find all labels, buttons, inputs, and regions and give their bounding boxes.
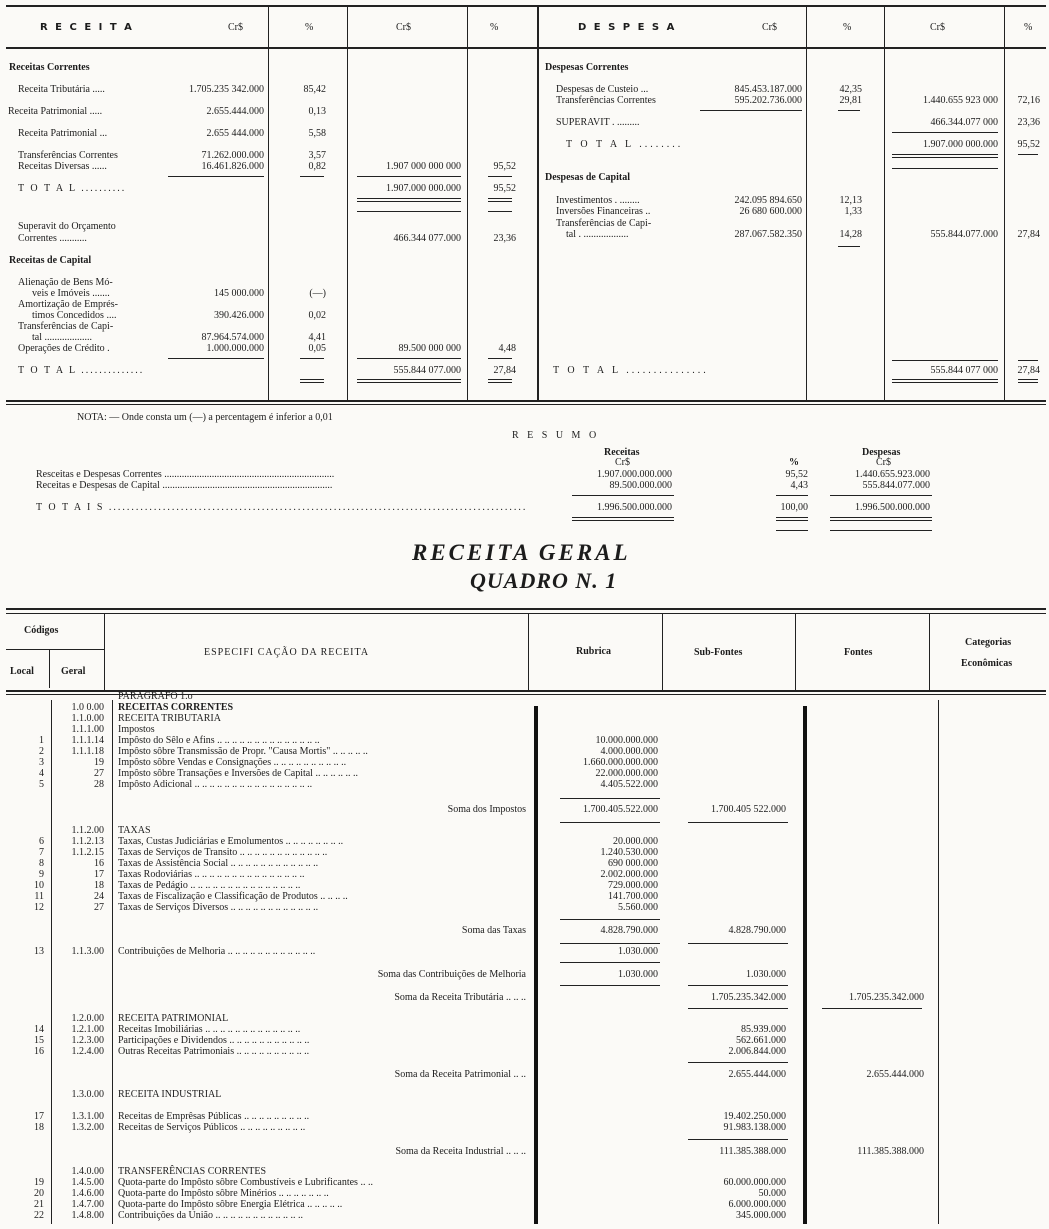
code-local: 22 xyxy=(34,1210,44,1221)
code-geral: 1.4.8.00 xyxy=(71,1210,104,1221)
rc-pct: 3,57 xyxy=(308,150,326,161)
hdr-categorias1: Categorias xyxy=(965,637,1012,648)
dk-transf-l1: Transferências de Capi- xyxy=(556,218,652,229)
spec-desc: Receitas Imobiliárias .. .. .. .. .. .. .. .. .. .. .. .. .. xyxy=(118,1024,301,1035)
code-geral: 1.1.1.14 xyxy=(71,735,104,746)
dc-total-pct: 95,52 xyxy=(1017,139,1040,150)
code-geral: 1.1.0.00 xyxy=(71,713,104,724)
header-cr1: Cr$ xyxy=(228,22,243,33)
subfontes-value: 345.000.000 xyxy=(736,1210,786,1221)
subfontes-value: 1.700.405 522.000 xyxy=(711,804,786,815)
rc-pct: 0,13 xyxy=(308,106,326,117)
code-local: 2 xyxy=(39,746,44,757)
rc-subpct: 95,52 xyxy=(493,161,516,172)
resumo-row-pct: 4,43 xyxy=(790,480,808,491)
resumo-total-desp: 1.996.500.000.000 xyxy=(855,502,930,513)
dc-label: Transferências Correntes xyxy=(556,95,656,106)
hdr-geral: Geral xyxy=(61,666,86,677)
code-local: 21 xyxy=(34,1199,44,1210)
rc-total-pct: 95,52 xyxy=(493,183,516,194)
rubrica-value: 141.700.000 xyxy=(608,891,658,902)
hdr-categorias2: Econômicas xyxy=(961,658,1013,669)
dc-total-label: T O T A L ........ xyxy=(566,139,684,150)
rc-pct: 0,82 xyxy=(308,161,326,172)
sum-label: Soma dos Impostos xyxy=(447,804,526,815)
credito-label: Operações de Crédito . xyxy=(18,343,110,354)
code-geral: 1.2.3.00 xyxy=(71,1035,104,1046)
resumo-total-label: T O T A I S ............................................................................................. xyxy=(36,502,528,513)
spec-desc: Receitas de Serviços Públicos .. .. .. .. .. .. .. .. .. xyxy=(118,1122,306,1133)
credito-subpct: 4,48 xyxy=(498,343,516,354)
rk-pct: 4,41 xyxy=(308,332,326,343)
rubrica-value: 4.000.000.000 xyxy=(600,746,658,757)
header-cr3: Cr$ xyxy=(762,22,777,33)
dk-value: 26 680 600.000 xyxy=(739,206,802,217)
spec-desc: Impôsto Adicional .. .. .. .. .. .. .. .. .. .. .. .. .. .. .. .. xyxy=(118,779,313,790)
rc-value: 1.705.235 342.000 xyxy=(189,84,264,95)
subfontes-value: 19.402.250.000 xyxy=(723,1111,786,1122)
subfontes-value: 4.828.790.000 xyxy=(728,925,786,936)
dk-transf-pct: 14,28 xyxy=(839,229,862,240)
rk-label2: tal ................... xyxy=(32,332,92,343)
spec-desc: Taxas de Assistência Social .. .. .. .. .. .. .. .. .. .. .. .. xyxy=(118,858,319,869)
dc-total-value: 1.907.000 000.000 xyxy=(923,139,998,150)
dk-value: 242.095 894.650 xyxy=(734,195,802,206)
receitas-capital-title: Receitas de Capital xyxy=(9,255,92,266)
resumo-despesas-h: Despesas xyxy=(862,447,901,458)
header-pct1: % xyxy=(305,22,314,33)
spec-desc: TAXAS xyxy=(118,825,151,836)
rk-label1: Transferências de Capi- xyxy=(18,321,114,332)
resumo-despesas-cr: Cr$ xyxy=(876,457,891,468)
header-despesa: D E S P E S A xyxy=(578,22,677,33)
subfontes-value: 85.939.000 xyxy=(741,1024,786,1035)
header-pct3: % xyxy=(843,22,852,33)
dc-superavit-label: SUPERAVIT . ......... xyxy=(556,117,640,128)
rc-label: Receita Patrimonial ..... xyxy=(8,106,103,117)
code-geral: 1.1.2.15 xyxy=(71,847,104,858)
code-geral: 1.1.2.00 xyxy=(71,825,104,836)
dk-transf-subpct: 27,84 xyxy=(1017,229,1040,240)
spec-desc: TRANSFERÊNCIAS CORRENTES xyxy=(118,1166,267,1177)
dk-label: Inversões Financeiras .. xyxy=(556,206,651,217)
dk-total-label: T O T A L ............... xyxy=(553,365,709,376)
code-geral: 28 xyxy=(94,779,104,790)
code-local: 9 xyxy=(39,869,44,880)
rk-label2: veis e Imóveis ....... xyxy=(32,288,110,299)
resumo-total-pct: 100,00 xyxy=(780,502,808,513)
code-geral: 16 xyxy=(94,858,104,869)
rc-total-label: T O T A L .......... xyxy=(18,183,127,194)
code-local: 6 xyxy=(39,836,44,847)
code-geral: 1.4.5.00 xyxy=(71,1177,104,1188)
rk-label1: Alienação de Bens Mó- xyxy=(18,277,113,288)
code-geral: 19 xyxy=(94,757,104,768)
spec-desc: RECEITA INDUSTRIAL xyxy=(118,1089,222,1100)
code-local: 17 xyxy=(34,1111,44,1122)
rc-value: 16.461.826.000 xyxy=(201,161,264,172)
code-geral: 1.2.4.00 xyxy=(71,1046,104,1057)
spec-desc: Contribuições da União .. .. .. .. .. .. .. .. .. .. .. .. xyxy=(118,1210,303,1221)
dc-value: 845.453.187.000 xyxy=(734,84,802,95)
rubrica-value: 1.030.000 xyxy=(618,969,658,980)
fontes-value: 2.655.444.000 xyxy=(866,1069,924,1080)
dc-sub: 1.440.655 923 000 xyxy=(923,95,998,106)
code-geral: 1.2.1.00 xyxy=(71,1024,104,1035)
despesas-capital-title: Despesas de Capital xyxy=(545,172,631,183)
sum-label: Soma das Contribuições de Melhoria xyxy=(377,969,526,980)
header-pct4: % xyxy=(1024,22,1033,33)
resumo-row-desp: 555.844.077.000 xyxy=(862,480,930,491)
rc-pct: 5,58 xyxy=(308,128,326,139)
spec-desc: Taxas de Fiscalização e Classificação de Produtos .. .. .. .. xyxy=(118,891,348,902)
sum-label: Soma da Receita Industrial .. .. .. xyxy=(395,1146,526,1157)
rk-total-pct: 27,84 xyxy=(493,365,516,376)
dk-transf-value: 287.067.582.350 xyxy=(734,229,802,240)
resumo-receitas-h: Receitas xyxy=(604,447,640,458)
subfontes-value: 2.655.444.000 xyxy=(728,1069,786,1080)
spec-desc: Taxas, Custas Judiciárias e Emolumentos .. .. .. .. .. .. .. .. xyxy=(118,836,344,847)
spec-desc: Receitas de Emprêsas Públicas .. .. .. .. .. .. .. .. .. xyxy=(118,1111,310,1122)
subfontes-value: 6.000.000.000 xyxy=(728,1199,786,1210)
rubrica-value: 1.240.530.000 xyxy=(600,847,658,858)
rubrica-value: 2.002.000.000 xyxy=(600,869,658,880)
code-geral: 1.4.0.00 xyxy=(71,1166,104,1177)
header-cr4: Cr$ xyxy=(930,22,945,33)
rc-label: Receita Tributária ..... xyxy=(18,84,105,95)
resumo-row-label: Receitas e Despesas de Capital .................................................................... xyxy=(36,480,333,491)
subfontes-value: 50.000 xyxy=(758,1188,786,1199)
resumo-total-rec: 1.996.500.000.000 xyxy=(597,502,672,513)
resumo-title: R E S U M O xyxy=(512,430,600,441)
superavit-label2: Correntes ........... xyxy=(18,233,87,244)
rc-value: 2.655 444.000 xyxy=(206,128,264,139)
code-local: 4 xyxy=(39,768,44,779)
subfontes-value: 1.705.235.342.000 xyxy=(711,992,786,1003)
rk-label2: timos Concedidos .... xyxy=(32,310,117,321)
code-local: 16 xyxy=(34,1046,44,1057)
code-local: 15 xyxy=(34,1035,44,1046)
code-geral: 1.3.0.00 xyxy=(71,1089,104,1100)
dc-label: Despesas de Custeio ... xyxy=(556,84,649,95)
header-cr2: Cr$ xyxy=(396,22,411,33)
rubrica-value: 10.000.000.000 xyxy=(595,735,658,746)
dc-value: 595.202.736.000 xyxy=(734,95,802,106)
code-geral: 27 xyxy=(94,902,104,913)
header-receita: R E C E I T A xyxy=(40,22,134,33)
superavit-label1: Superavit do Orçamento xyxy=(18,221,116,232)
code-geral: 1.3.1.00 xyxy=(71,1111,104,1122)
resumo-receitas-cr: Cr$ xyxy=(615,457,630,468)
spec-desc: Quota-parte do Impôsto sôbre Energia Elétrica .. .. .. .. .. xyxy=(118,1199,343,1210)
hdr-fontes: Fontes xyxy=(844,647,873,658)
rubrica-value: 1.700.405.522.000 xyxy=(583,804,658,815)
code-local: 19 xyxy=(34,1177,44,1188)
rk-value: 390.426.000 xyxy=(214,310,264,321)
rubrica-value: 690 000.000 xyxy=(608,858,658,869)
code-geral: 1.1.3.00 xyxy=(71,946,104,957)
spec-desc: Taxas de Serviços Diversos .. .. .. .. .. .. .. .. .. .. .. .. xyxy=(118,902,319,913)
spec-desc: Impostos xyxy=(118,724,155,735)
rubrica-value: 4.405.522.000 xyxy=(600,779,658,790)
code-local: 8 xyxy=(39,858,44,869)
subfontes-value: 111.385.388.000 xyxy=(719,1146,786,1157)
dk-transf-l2: tal . .................. xyxy=(566,229,629,240)
subfontes-value: 2.006.844.000 xyxy=(728,1046,786,1057)
spec-desc: Quota-parte do Impôsto sôbre Combustíveis e Lubrificantes .. .. xyxy=(118,1177,373,1188)
rk-value: 87.964.574.000 xyxy=(201,332,264,343)
code-geral: 24 xyxy=(94,891,104,902)
dk-total-pct: 27,84 xyxy=(1017,365,1040,376)
code-geral: 1.2.0.00 xyxy=(71,1013,104,1024)
despesas-correntes-title: Despesas Correntes xyxy=(545,62,629,73)
spec-desc: Taxas Rodoviárias .. .. .. .. .. .. .. .. .. .. .. .. .. .. .. xyxy=(118,869,305,880)
code-local: 13 xyxy=(34,946,44,957)
dc-subpct: 72,16 xyxy=(1017,95,1040,106)
dk-label: Investimentos . ........ xyxy=(556,195,640,206)
receitas-correntes-title: Receitas Correntes xyxy=(9,62,90,73)
spec-desc: Quota-parte do Impôsto sôbre Minérios .. .. .. .. .. .. .. xyxy=(118,1188,329,1199)
spec-desc: Taxas de Pedágio .. .. .. .. .. .. .. .. .. .. .. .. .. .. .. xyxy=(118,880,301,891)
rc-value: 71.262.000.000 xyxy=(201,150,264,161)
spec-desc: Outras Receitas Patrimoniais .. .. .. .. .. .. .. .. .. .. xyxy=(118,1046,310,1057)
rubrica-value: 1.660.000.000.000 xyxy=(583,757,658,768)
hdr-codigos: Códigos xyxy=(24,625,59,636)
dc-superavit-pct: 23,36 xyxy=(1017,117,1040,128)
rubrica-value: 22.000.000.000 xyxy=(595,768,658,779)
rubrica-value: 20.000.000 xyxy=(613,836,658,847)
rk-total-label: T O T A L .............. xyxy=(18,365,145,376)
rk-label1: Amortização de Emprés- xyxy=(18,299,118,310)
resumo-row-rec: 89.500.000.000 xyxy=(609,480,672,491)
hdr-especificacao: ESPECIFI CAÇÃO DA RECEITA xyxy=(204,647,370,658)
code-geral: 1.1.1.00 xyxy=(71,724,104,735)
spec-desc: PARAGRAFO 1.o xyxy=(118,691,193,702)
rk-total-value: 555.844 077.000 xyxy=(393,365,461,376)
dk-pct: 12,13 xyxy=(839,195,862,206)
code-local: 7 xyxy=(39,847,44,858)
code-geral: 1.3.2.00 xyxy=(71,1122,104,1133)
rc-total-value: 1.907.000 000.000 xyxy=(386,183,461,194)
code-local: 12 xyxy=(34,902,44,913)
code-local: 5 xyxy=(39,779,44,790)
subfontes-value: 91.983.138.000 xyxy=(723,1122,786,1133)
code-local: 11 xyxy=(34,891,44,902)
hdr-local: Local xyxy=(10,666,34,677)
rubrica-value: 1.030.000 xyxy=(618,946,658,957)
spec-desc: Impôsto sôbre Transmissão de Propr. "Causa Mortis" .. .. .. .. .. xyxy=(118,746,368,757)
rc-label: Transferências Correntes xyxy=(18,150,118,161)
code-geral: 1.0 0.00 xyxy=(71,702,104,713)
header-pct2: % xyxy=(490,22,499,33)
resumo-row-pct: 95,52 xyxy=(785,469,808,480)
dk-transf-sub: 555.844.077.000 xyxy=(930,229,998,240)
spec-desc: Participações e Dividendos .. .. .. .. .. .. .. .. .. .. .. xyxy=(118,1035,310,1046)
code-geral: 27 xyxy=(94,768,104,779)
code-geral: 18 xyxy=(94,880,104,891)
rc-pct: 85,42 xyxy=(303,84,326,95)
spec-desc: Impôsto do Sêlo e Afins .. .. .. .. .. .. .. .. .. .. .. .. .. .. xyxy=(118,735,320,746)
hdr-rubrica: Rubrica xyxy=(576,646,611,657)
code-geral: 1.4.7.00 xyxy=(71,1199,104,1210)
code-geral: 1.4.6.00 xyxy=(71,1188,104,1199)
rubrica-value: 729.000.000 xyxy=(608,880,658,891)
rk-pct: 0,02 xyxy=(308,310,326,321)
code-local: 3 xyxy=(39,757,44,768)
rc-value: 2.655.444.000 xyxy=(206,106,264,117)
rk-value: 145 000.000 xyxy=(214,288,264,299)
spec-desc: Contribuições de Melhoria .. .. .. .. .. .. .. .. .. .. .. .. xyxy=(118,946,316,957)
dk-pct: 1,33 xyxy=(844,206,862,217)
code-local: 14 xyxy=(34,1024,44,1035)
resumo-pct-h: % xyxy=(789,457,799,468)
resumo-row-label: Resceitas e Despesas Correntes .................................................................... xyxy=(36,469,335,480)
resumo-row-rec: 1.907.000.000.000 xyxy=(597,469,672,480)
superavit-pct: 23,36 xyxy=(493,233,516,244)
dc-pct: 29,81 xyxy=(839,95,862,106)
spec-desc: Impôsto sôbre Transações e Inversões de Capital .. .. .. .. .. .. xyxy=(118,768,358,779)
rc-label: Receitas Diversas ...... xyxy=(18,161,107,172)
fontes-value: 1.705.235.342.000 xyxy=(849,992,924,1003)
rc-label: Receita Patrimonial ... xyxy=(18,128,108,139)
nota: NOTA: — Onde consta um (—) a percentagem é inferior a 0,01 xyxy=(77,412,333,423)
credito-pct: 0,05 xyxy=(308,343,326,354)
dc-superavit-value: 466.344.077 000 xyxy=(930,117,998,128)
code-local: 10 xyxy=(34,880,44,891)
rubrica-value: 5.560.000 xyxy=(618,902,658,913)
rk-pct: (—) xyxy=(309,288,326,299)
superavit-value: 466.344 077.000 xyxy=(393,233,461,244)
resumo-row-desp: 1.440.655.923.000 xyxy=(855,469,930,480)
title-receita-geral: RECEITA GERAL xyxy=(412,540,631,565)
spec-desc: RECEITAS CORRENTES xyxy=(118,702,234,713)
code-local: 18 xyxy=(34,1122,44,1133)
spec-desc: RECEITA TRIBUTARIA xyxy=(118,713,221,724)
sum-label: Soma das Taxas xyxy=(461,925,526,936)
fontes-value: 111.385.388.000 xyxy=(857,1146,924,1157)
code-local: 1 xyxy=(39,735,44,746)
dk-total-value: 555.844 077 000 xyxy=(930,365,998,376)
sum-label: Soma da Receita Patrimonial .. .. xyxy=(394,1069,526,1080)
code-local: 20 xyxy=(34,1188,44,1199)
credito-sub: 89.500 000 000 xyxy=(398,343,461,354)
spec-desc: RECEITA PATRIMONIAL xyxy=(118,1013,229,1024)
spec-desc: Impôsto sôbre Vendas e Consignações .. .. .. .. .. .. .. .. .. .. xyxy=(118,757,347,768)
rc-sub: 1.907 000 000 000 xyxy=(386,161,461,172)
subfontes-value: 562.661.000 xyxy=(736,1035,786,1046)
credito-value: 1.000.000.000 xyxy=(206,343,264,354)
dc-pct: 42,35 xyxy=(839,84,862,95)
subfontes-value: 60.000.000.000 xyxy=(723,1177,786,1188)
code-geral: 1.1.1.18 xyxy=(71,746,104,757)
subfontes-value: 1.030.000 xyxy=(746,969,786,980)
code-geral: 1.1.2.13 xyxy=(71,836,104,847)
rubrica-value: 4.828.790.000 xyxy=(600,925,658,936)
spec-desc: Taxas de Serviços de Transito .. .. .. .. .. .. .. .. .. .. .. .. xyxy=(118,847,328,858)
title-quadro: QUADRO N. 1 xyxy=(470,568,618,593)
hdr-subfontes: Sub-Fontes xyxy=(694,647,743,658)
code-geral: 17 xyxy=(94,869,104,880)
sum-label: Soma da Receita Tributária .. .. .. xyxy=(394,992,526,1003)
